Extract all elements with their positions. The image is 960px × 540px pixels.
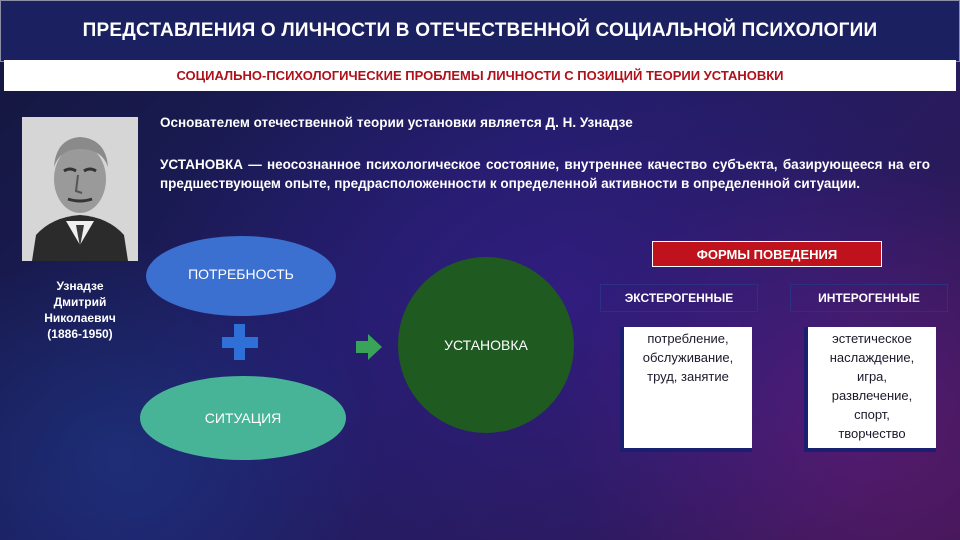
setup-label: УСТАНОВКА — [444, 337, 528, 353]
caption-line: (1886-1950) — [47, 327, 113, 341]
list-item: творчество — [838, 426, 906, 441]
title-bar — [0, 0, 960, 62]
list-item: игра, — [856, 369, 888, 384]
caption-line: Дмитрий — [53, 295, 107, 309]
subtitle-bar — [4, 60, 956, 91]
list-item: потребление, — [647, 331, 729, 346]
situation-label: СИТУАЦИЯ — [204, 410, 282, 426]
founder-text: Основателем отечественной теории установки является Д. Н. Узнадзе — [160, 115, 633, 130]
exogenous-header: ЭКСТЕРОГЕННЫЕ — [600, 284, 758, 312]
page-subtitle: СОЦИАЛЬНО-ПСИХОЛОГИЧЕСКИЕ ПРОБЛЕМЫ ЛИЧНОСТИ С ПОЗИЦИЙ ТЕОРИИ УСТАНОВКИ — [176, 68, 784, 83]
endogenous-list — [804, 327, 936, 452]
setup-circle — [398, 257, 574, 433]
caption-line: Узнадзе — [56, 279, 104, 293]
list-item: наслаждение, — [829, 350, 915, 365]
uznadze-portrait — [22, 117, 138, 261]
page-title: ПРЕДСТАВЛЕНИЯ О ЛИЧНОСТИ В ОТЕЧЕСТВЕННОЙ СОЦИАЛЬНОЙ ПСИХОЛОГИИ — [82, 20, 878, 41]
caption-line: Николаевич — [44, 311, 116, 325]
list-item: эстетическое — [832, 331, 912, 346]
list-item: обслуживание, — [642, 350, 734, 365]
plus-icon-bar — [222, 337, 258, 348]
need-label: ПОТРЕБНОСТЬ — [188, 266, 294, 282]
right-arrow-icon — [356, 334, 382, 360]
need-ellipse — [146, 236, 336, 316]
portrait-image — [22, 117, 138, 261]
endogenous-header: ИНТЕРОГЕННЫЕ — [790, 284, 948, 312]
list-item: труд, занятие — [647, 369, 729, 384]
list-item: развлечение, — [831, 388, 913, 403]
behavior-forms-header: ФОРМЫ ПОВЕДЕНИЯ — [652, 241, 882, 267]
list-item: спорт, — [854, 407, 890, 422]
definition-text: УСТАНОВКА — неосознанное психологическое состояние, внутреннее качество субъекта, базирующееся на его предшествующем опыте, предрасположенности к определенной активности в определенной ситуации. — [160, 157, 930, 191]
situation-ellipse — [140, 376, 346, 460]
exogenous-list — [620, 327, 752, 452]
portrait-caption — [30, 278, 130, 342]
